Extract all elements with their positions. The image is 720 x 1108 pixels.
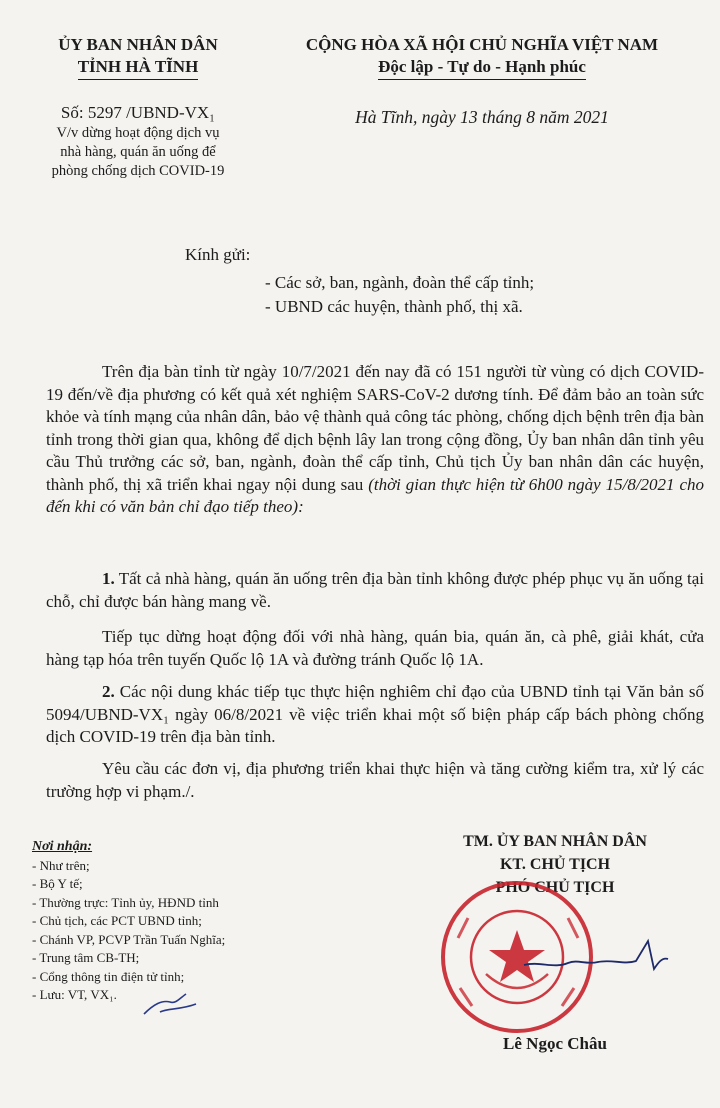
addressee-line: - Các sở, ban, ngành, đoàn thể cấp tỉnh;	[265, 273, 535, 292]
recipient-item: - Cổng thông tin điện tử tỉnh;	[32, 968, 185, 984]
place-date: Hà Tĩnh, ngày 13 tháng 8 năm 2021	[355, 107, 609, 127]
item-1-paragraph	[46, 568, 704, 613]
recipient-item: - Như trên;	[32, 857, 90, 873]
agency-block	[18, 34, 258, 181]
signer-name: Lê Ngọc Châu	[503, 1034, 607, 1053]
addressee-line: - UBND các huyện, thành phố, thị xã.	[265, 297, 523, 316]
country-name: CỘNG HÒA XÃ HỘI CHỦ NGHĨA VIỆT NAM	[305, 35, 659, 54]
document-number: Số: 5297 /UBND-VX₁	[60, 103, 216, 122]
recipients-block	[32, 838, 392, 1005]
recipient-item: - Thường trực: Tỉnh ủy, HĐND tỉnh	[32, 894, 219, 910]
signature-title: TM. ỦY BAN NHÂN DÂN	[463, 833, 647, 850]
handwritten-signature	[520, 935, 670, 980]
recipient-item: - Bộ Y tế;	[32, 876, 83, 891]
motto: Độc lập - Tự do - Hạnh phúc	[378, 56, 586, 80]
subject-line: nhà hàng, quán ăn uống để	[60, 144, 216, 160]
subject-line: phòng chống dịch COVID-19	[51, 163, 225, 179]
intro-paragraph	[46, 361, 704, 519]
item-1-continued: Tiếp tục dừng hoạt động đối với nhà hàng, quán bia, quán ăn, cà phê, giải khát, cửa hàng tạp hóa trên tuyến Quốc lộ 1A và đường tránh Quốc lộ 1A.	[46, 627, 704, 669]
item-text: Các nội dung khác tiếp tục thực hiện nghiêm chỉ đạo của UBND tỉnh tại Văn bản số 5094/UBND-VX₁ ngày 06/8/2021 về việc triển khai một số biện pháp cấp bách phòng chống dịch COVID-19 trên địa bàn tỉnh.	[46, 682, 704, 746]
agency-province: TỈNH HÀ TĨNH	[78, 56, 199, 80]
intro-text: Trên địa bàn tỉnh từ ngày 10/7/2021 đến nay đã có 151 người từ vùng có dịch COVID-19 đến/về địa phương có kết quả xét nghiệm SARS-CoV-2 dương tính. Để đảm bảo an toàn sức khỏe và tính mạng của nhân dân, bảo vệ thành quả công tác phòng, chống dịch bệnh trên địa bàn tỉnh trong thời gian qua, không để dịch bệnh lây lan trong cộng đồng, Ủy ban nhân dân tỉnh yêu cầu Thủ trưởng các sở, ban, ngành, đoàn thể cấp tỉnh, Chủ tịch Ủy ban nhân dân các huyện, thành phố, thị xã triển khai ngay nội dung sau	[46, 362, 704, 494]
recipient-item: - Chánh VP, PCVP Trần Tuấn Nghĩa;	[32, 931, 226, 947]
signature-title: PHÓ CHỦ TỊCH	[495, 879, 615, 896]
item-text: Tất cả nhà hàng, quán ăn uống trên địa bàn tỉnh không được phép phục vụ ăn uống tại chỗ, chỉ được bán hàng mang về.	[46, 569, 704, 611]
recipient-item: - Chủ tịch, các PCT UBND tỉnh;	[32, 913, 202, 928]
item-2-paragraph	[46, 681, 704, 749]
subject-line: V/v dừng hoạt động dịch vụ	[56, 125, 220, 141]
item-number: 2.	[102, 682, 115, 701]
initial-mark	[140, 990, 200, 1020]
closing-paragraph: Yêu cầu các đơn vị, địa phương triển khai thực hiện và tăng cường kiểm tra, xử lý các trường hợp vi phạm./.	[46, 759, 704, 801]
signature-title: KT. CHỦ TỊCH	[499, 856, 611, 873]
recipients-title: Nơi nhận:	[32, 839, 93, 854]
recipient-item: - Lưu: VT, VX₁.	[32, 987, 117, 1002]
national-header	[262, 34, 702, 128]
item-number: 1.	[102, 569, 115, 588]
agency-name: ỦY BAN NHÂN DÂN	[58, 35, 218, 54]
intro-italic-text: (thời gian thực hiện từ 6h00 ngày 15/8/2021 cho đến khi có văn bản chỉ đạo tiếp theo):	[46, 474, 704, 516]
addressee-label: Kính gửi:	[185, 245, 251, 264]
recipient-item: - Trung tâm CB-TH;	[32, 950, 140, 965]
